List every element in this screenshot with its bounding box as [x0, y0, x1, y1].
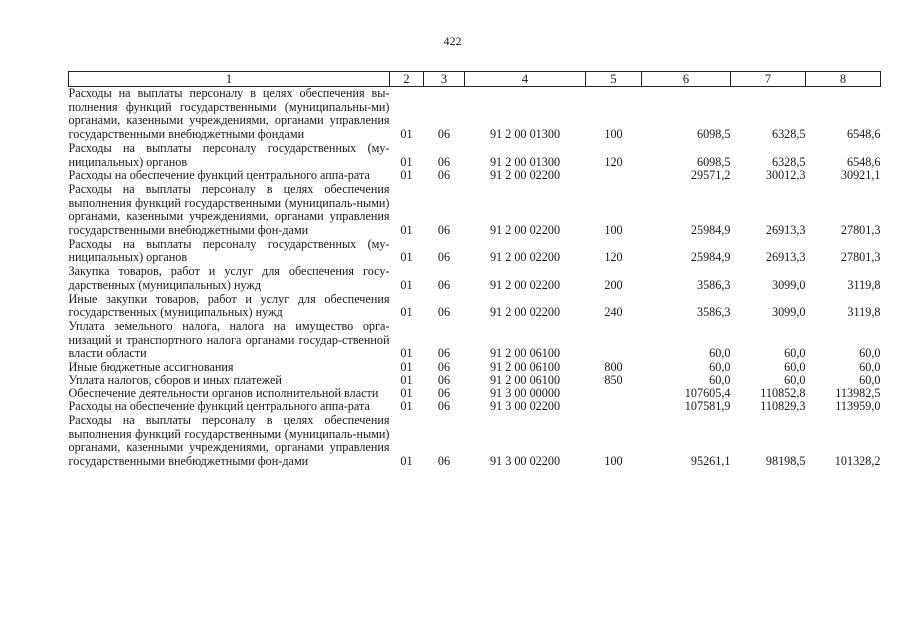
amount-col7-cell: 30012,3	[765, 168, 806, 183]
amount-col7-cell: 26913,3	[765, 223, 806, 238]
expense-name-cell: Расходы на обеспечение функций центрального аппа-рата	[68, 399, 370, 414]
target-article-cell: 91 2 00 01300	[489, 127, 561, 142]
subsection-code-cell: 06	[437, 454, 451, 469]
amount-col6-cell: 3586,3	[696, 277, 731, 292]
amount-col8-cell: 30921,1	[840, 168, 881, 183]
subsection-code-cell: 06	[437, 346, 451, 361]
expense-name-cell: Закупка товаров, работ и услуг для обеспечения госу-дарственных (муниципальных) нужд	[68, 264, 390, 292]
table-row	[69, 361, 881, 374]
section-code-cell: 01	[400, 168, 413, 183]
column-header: 1	[69, 72, 390, 87]
amount-col8-cell: 113982,5	[835, 385, 881, 400]
amount-col8-cell: 60,0	[859, 372, 881, 387]
amount-col8-cell: 101328,2	[834, 454, 881, 469]
subsection-code-cell: 06	[437, 385, 451, 400]
target-article-cell: 91 2 00 06100	[489, 360, 561, 375]
column-header: 4	[465, 72, 586, 87]
amount-col8-cell: 6548,6	[846, 154, 881, 169]
amount-col7-cell: 60,0	[784, 372, 806, 387]
amount-col8-cell: 6548,6	[846, 127, 881, 142]
target-article-cell: 91 2 00 02200	[489, 305, 561, 320]
subsection-code-cell: 06	[437, 277, 451, 292]
section-code-cell: 01	[400, 223, 413, 238]
amount-col6-cell: 60,0	[709, 372, 731, 387]
amount-col6-cell: 60,0	[709, 346, 731, 361]
amount-col7-cell: 110829,3	[760, 399, 806, 414]
table-header	[69, 72, 881, 87]
amount-col6-cell: 3586,3	[696, 305, 731, 320]
amount-col7-cell: 6328,5	[771, 127, 806, 142]
subsection-code-cell: 06	[437, 372, 451, 387]
target-article-cell: 91 2 00 01300	[489, 154, 561, 169]
expense-name-cell: Обеспечение деятельности органов исполнительной власти	[68, 385, 379, 400]
section-code-cell: 01	[400, 250, 413, 265]
expense-type-cell: 120	[604, 250, 623, 265]
expense-type-cell: 100	[604, 454, 623, 469]
expense-type-cell	[586, 387, 642, 401]
expense-name-cell: Иные закупки товаров, работ и услуг для обеспечения государственных (муниципальных) нужд	[68, 291, 390, 320]
amount-col6-cell: 29571,2	[690, 168, 731, 183]
table-body	[69, 87, 881, 469]
section-code-cell: 01	[400, 385, 413, 400]
column-header: 2	[390, 72, 424, 87]
target-article-cell: 91 2 00 06100	[489, 346, 561, 361]
table-row	[69, 374, 881, 387]
subsection-code-cell: 06	[437, 168, 451, 183]
amount-col6-cell: 25984,9	[690, 250, 731, 265]
amount-col7-cell: 60,0	[784, 360, 806, 375]
expense-type-cell	[586, 169, 642, 183]
subsection-code-cell: 06	[437, 223, 451, 238]
amount-col8-cell: 3119,8	[847, 305, 881, 320]
expense-type-cell: 100	[604, 223, 623, 238]
amount-col6-cell: 6098,5	[696, 127, 731, 142]
column-header: 5	[586, 72, 642, 87]
subsection-code-cell: 06	[437, 127, 451, 142]
expense-name-cell: Расходы на выплаты персоналу в целях обеспечения выполнения функций государственными (муниципаль-ными) органами, казенными учреждениями, органами управления государственными внебюджетными фон-дами	[68, 413, 390, 469]
amount-col7-cell: 60,0	[784, 346, 806, 361]
column-header: 7	[731, 72, 806, 87]
column-header: 6	[642, 72, 731, 87]
table-row	[69, 387, 881, 401]
target-article-cell: 91 3 00 02200	[489, 454, 561, 469]
amount-col7-cell: 3099,0	[771, 277, 806, 292]
target-article-cell: 91 2 00 02200	[489, 223, 561, 238]
section-code-cell: 01	[400, 277, 413, 292]
expense-type-cell: 800	[604, 360, 623, 375]
section-code-cell: 01	[400, 305, 413, 320]
amount-col6-cell: 107605,4	[684, 385, 731, 400]
subsection-code-cell: 06	[437, 250, 451, 265]
expense-name-cell: Иные бюджетные ассигнования	[68, 360, 234, 375]
section-code-cell: 01	[400, 399, 413, 414]
target-article-cell: 91 2 00 06100	[489, 372, 561, 387]
expense-name-cell: Расходы на выплаты персоналу государственных (му-ниципальных) органов	[68, 140, 390, 169]
table-row	[69, 238, 881, 265]
expense-type-cell: 120	[604, 154, 623, 169]
amount-col8-cell: 60,0	[859, 346, 881, 361]
expense-name-cell: Расходы на обеспечение функций центрального аппа-рата	[68, 168, 370, 183]
amount-col8-cell: 27801,3	[840, 250, 881, 265]
amount-col6-cell: 107581,9	[684, 399, 731, 414]
table-row	[69, 265, 881, 292]
subsection-code-cell: 06	[437, 399, 451, 414]
amount-col6-cell: 60,0	[709, 360, 731, 375]
table-row	[69, 183, 881, 238]
target-article-cell: 91 3 00 02200	[489, 399, 561, 414]
expense-name-cell: Уплата земельного налога, налога на имущество орга-низаций и транспортного налога органами государ-ственной власти области	[68, 318, 390, 361]
table-row	[69, 293, 881, 320]
expense-name-cell: Расходы на выплаты персоналу государственных (му-ниципальных) органов	[68, 236, 390, 265]
target-article-cell: 91 2 00 02200	[489, 250, 561, 265]
table-row	[69, 400, 881, 414]
budget-table	[68, 71, 881, 469]
table-row	[69, 320, 881, 361]
target-article-cell: 91 2 00 02200	[489, 168, 561, 183]
amount-col7-cell: 6328,5	[771, 154, 806, 169]
section-code-cell: 01	[400, 372, 413, 387]
section-code-cell: 01	[400, 346, 413, 361]
expense-type-cell	[586, 320, 642, 361]
table-row	[69, 142, 881, 169]
amount-col8-cell: 113959,0	[835, 399, 881, 414]
expense-type-cell: 850	[604, 372, 623, 387]
expense-name-cell: Расходы на выплаты персоналу в целях обеспечения выполнения функций государственными (муниципаль-ными) органами, казенными учреждениями, органами управления государственными внебюджетными фон-дами	[68, 181, 390, 238]
expense-name-cell: Уплата налогов, сборов и иных платежей	[68, 372, 282, 387]
table-row	[69, 169, 881, 183]
amount-col6-cell: 25984,9	[690, 223, 731, 238]
amount-col6-cell: 6098,5	[696, 154, 731, 169]
target-article-cell: 91 2 00 02200	[489, 277, 561, 292]
table-row	[69, 414, 881, 469]
expense-name-cell: Расходы на выплаты персоналу в целях обеспечения вы-полнения функций государственными (муниципальны-ми) органами, казенными учреждениями, органами управления государственными внебюджетными фондами	[68, 86, 390, 142]
amount-col7-cell: 98198,5	[765, 454, 806, 469]
expense-type-cell: 100	[604, 127, 623, 142]
subsection-code-cell: 06	[437, 305, 451, 320]
expense-type-cell: 240	[604, 305, 623, 320]
amount-col8-cell: 60,0	[859, 360, 881, 375]
column-header: 3	[424, 72, 465, 87]
page-number: 422	[443, 34, 462, 48]
expense-type-cell: 200	[604, 277, 623, 292]
target-article-cell: 91 3 00 00000	[489, 385, 561, 400]
section-code-cell: 01	[400, 154, 413, 169]
amount-col6-cell: 95261,1	[690, 454, 731, 469]
amount-col7-cell: 110852,8	[760, 385, 806, 400]
amount-col8-cell: 3119,8	[847, 277, 881, 292]
section-code-cell: 01	[400, 360, 413, 375]
column-header: 8	[806, 72, 881, 87]
expense-type-cell	[586, 400, 642, 414]
amount-col7-cell: 3099,0	[771, 305, 806, 320]
subsection-code-cell: 06	[437, 360, 451, 375]
subsection-code-cell: 06	[437, 154, 451, 169]
section-code-cell: 01	[400, 454, 413, 469]
table-row	[69, 87, 881, 142]
amount-col7-cell: 26913,3	[765, 250, 806, 265]
section-code-cell: 01	[400, 127, 413, 142]
amount-col8-cell: 27801,3	[840, 223, 881, 238]
